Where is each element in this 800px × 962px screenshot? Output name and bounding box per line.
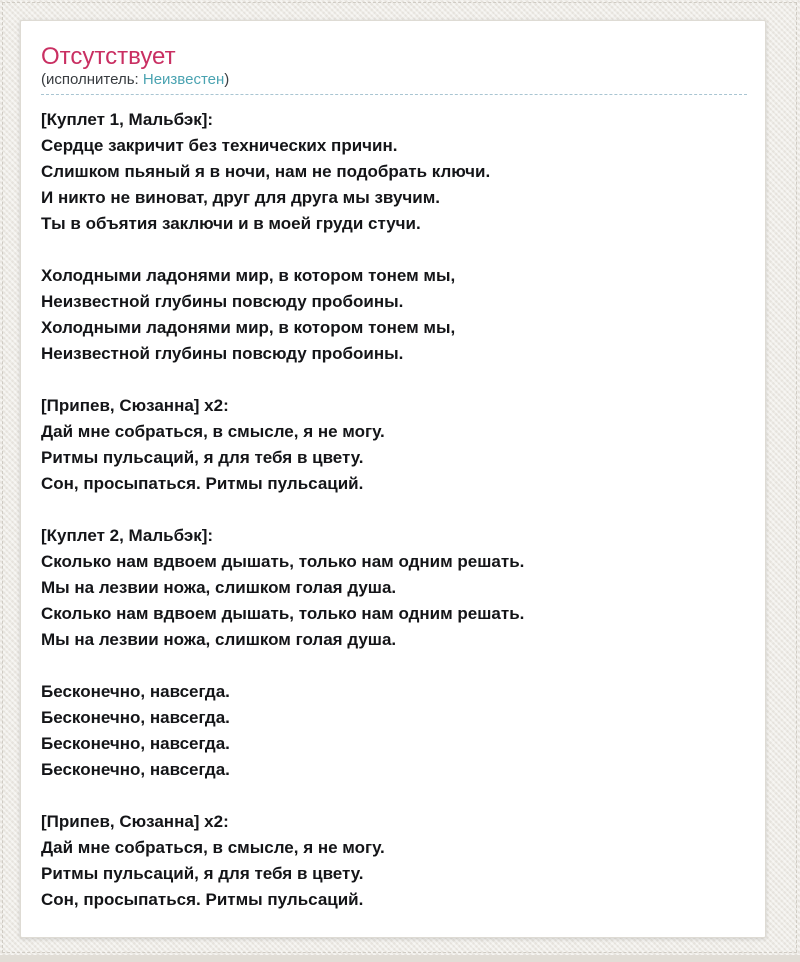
lyric-line: Сердце закричит без технических причин. <box>41 136 398 155</box>
lyric-line: Ритмы пульсаций, я для тебя в цвету. <box>41 864 364 883</box>
lyric-line: Бесконечно, навсегда. <box>41 682 230 701</box>
artist-suffix: ) <box>224 71 230 88</box>
lyric-line: Бесконечно, навсегда. <box>41 708 230 727</box>
lyric-line: Ты в объятия заключи и в моей груди стучи. <box>41 214 421 233</box>
stanza <box>41 393 747 497</box>
lyrics <box>41 107 747 913</box>
stanza <box>41 809 747 913</box>
lyric-line: Ритмы пульсаций, я для тебя в цвету. <box>41 448 364 467</box>
lyric-line: Холодными ладонями мир, в котором тонем мы, <box>41 266 456 285</box>
lyrics-card <box>20 20 766 938</box>
lyric-line: [Припев, Сюзанна] x2: <box>41 812 229 831</box>
lyric-line: Бесконечно, навсегда. <box>41 734 230 753</box>
artist-link[interactable]: Неизвестен <box>142 71 225 88</box>
stanza <box>41 263 747 367</box>
lyric-line: Холодными ладонями мир, в котором тонем мы, <box>41 318 456 337</box>
lyric-line: Сколько нам вдвоем дышать, только нам одним решать. <box>41 552 525 571</box>
artist-label: (исполнитель: <box>41 71 143 88</box>
lyric-line: Бесконечно, навсегда. <box>41 760 230 779</box>
lyric-line: Сон, просыпаться. Ритмы пульсаций. <box>41 890 364 909</box>
lyric-line: Дай мне собраться, в смысле, я не могу. <box>41 422 385 441</box>
lyric-line: Мы на лезвии ножа, слишком голая душа. <box>41 578 397 597</box>
artist-line <box>41 71 747 95</box>
lyric-line: Сколько нам вдвоем дышать, только нам одним решать. <box>41 604 525 623</box>
lyric-line: И никто не виноват, друг для друга мы звучим. <box>41 188 441 207</box>
stanza <box>41 107 747 237</box>
lyric-line: [Куплет 2, Мальбэк]: <box>41 526 214 545</box>
lyric-line: Сон, просыпаться. Ритмы пульсаций. <box>41 474 364 493</box>
stanza <box>41 679 747 783</box>
lyric-line: Дай мне собраться, в смысле, я не могу. <box>41 838 385 857</box>
lyric-line: Мы на лезвии ножа, слишком голая душа. <box>41 630 397 649</box>
lyric-line: Неизвестной глубины повсюду пробоины. <box>41 292 404 311</box>
song-title: Отсутствует <box>41 43 176 70</box>
lyric-line: Неизвестной глубины повсюду пробоины. <box>41 344 404 363</box>
lyric-line: [Припев, Сюзанна] x2: <box>41 396 229 415</box>
lyric-line: Слишком пьяный я в ночи, нам не подобрать ключи. <box>41 162 491 181</box>
lyric-line: [Куплет 1, Мальбэк]: <box>41 110 214 129</box>
stanza <box>41 523 747 653</box>
